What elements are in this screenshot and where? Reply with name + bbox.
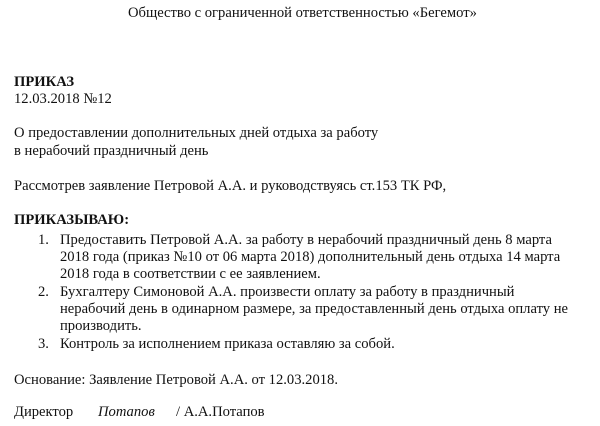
order-heading: ПРИКАЗЫВАЮ: — [14, 212, 130, 228]
item-text: 2018 года в соответствии с ее заявлением. — [60, 266, 321, 282]
item-text: Контроль за исполнением приказа оставляю за собой. — [60, 336, 395, 352]
preamble: Рассмотрев заявление Петровой А.А. и руководствуясь ст.153 ТК РФ, — [14, 178, 447, 194]
item-text: производить. — [60, 318, 142, 334]
subject-line: О предоставлении дополнительных дней отдыха за работу — [14, 125, 379, 141]
organization-name: Общество с ограниченной ответственностью «Бегемот» — [128, 5, 477, 21]
item-number: 1. — [38, 232, 49, 248]
signature-name: / А.А.Потапов — [176, 404, 265, 420]
signature-handwritten: Потапов — [98, 404, 155, 420]
basis: Основание: Заявление Петровой А.А. от 12.03.2018. — [14, 372, 338, 388]
item-number: 3. — [38, 336, 49, 352]
item-text: 2018 года (приказ №10 от 06 марта 2018) дополнительный день отдыха 14 марта — [60, 249, 561, 265]
subject-line: в нерабочий праздничный день — [14, 143, 209, 159]
signature-position: Директор — [14, 404, 74, 420]
document-type: ПРИКАЗ — [14, 74, 75, 90]
item-text: нерабочий день в одинарном размере, за предоставленный день отдыха оплату не — [60, 301, 568, 317]
item-text: Предоставить Петровой А.А. за работу в нерабочий праздничный день 8 марта — [60, 232, 552, 248]
item-text: Бухгалтеру Симоновой А.А. произвести оплату за работу в праздничный — [60, 284, 515, 300]
document-date-number: 12.03.2018 №12 — [14, 91, 112, 107]
item-number: 2. — [38, 284, 49, 300]
